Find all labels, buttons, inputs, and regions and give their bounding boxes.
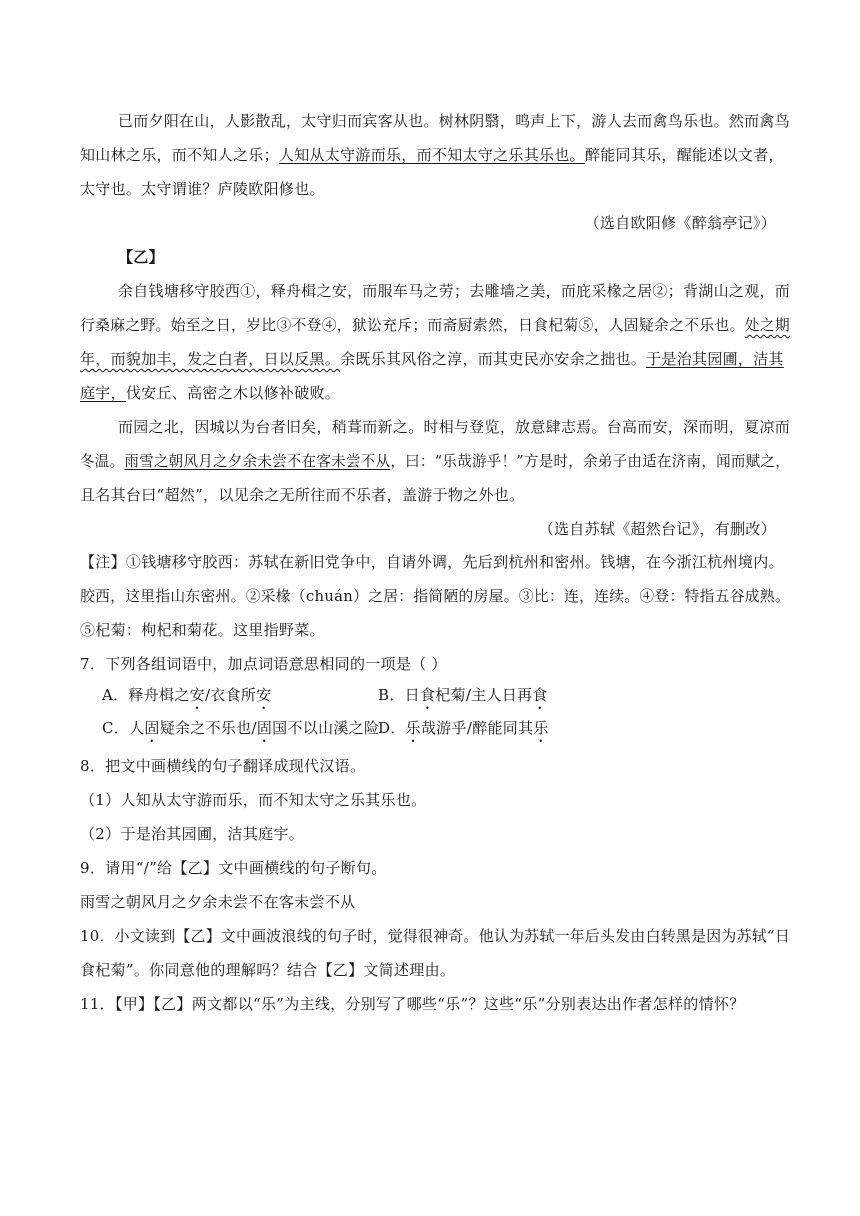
q7-a-text-2: /衣食所 [204, 686, 257, 704]
q7-c-dotted-2: 固 [256, 719, 273, 737]
jia-source: （选自欧阳修《醉翁亭记》） [584, 214, 776, 232]
jia-line-2 [80, 145, 784, 165]
q7-b-text: B．日 [378, 686, 420, 704]
q8-stem: 8．把文中画横线的句子翻译成现代汉语。 [80, 757, 366, 775]
yi-p2-line-3: 且名其台曰“超然”，以见余之无所往而不乐者，盖游于物之外也。 [80, 486, 525, 504]
q7-c-text-2: 疑余之不乐也/ [159, 719, 257, 737]
q7-a-dotted-2: 安 [256, 686, 272, 704]
yi-underlined-sentence-part-1: 于是治其园圃，洁其 [646, 350, 784, 368]
note-line-1: 【注】①钱塘移守胶西：苏轼在新旧党争中，自请外调，先后到杭州和密州。钱塘，在今浙江杭州境内。 [80, 553, 784, 571]
q7-option-b [378, 685, 548, 713]
q7-c-text-3: 国不以山溪之险 [272, 719, 380, 737]
q9-stem: 9．请用“/”给【乙】文中画横线的句子断句。 [80, 859, 387, 877]
yi-underlined-sentence-2: 雨雪之朝风月之夕余未尝不在客未尝不从 [124, 452, 391, 470]
q11-line-1: 11．【甲】【乙】两文都以“乐”为主线，分别写了哪些“乐”？这些“乐”分别表达出作者怎样的情怀？ [80, 995, 745, 1013]
yi-p1-line-2 [80, 315, 790, 335]
jia-line-2-text: 知山林之乐，而不知人之乐； [80, 146, 279, 164]
yi-underlined-sentence-part-2: 庭宇， [80, 384, 126, 402]
jia-underlined-sentence: 人知从太守游而乐，而不知太守之乐其乐也。 [278, 146, 585, 164]
yi-p1-line-3-text: 余既乐其风俗之淳，而其吏民亦安余之拙也。 [340, 350, 647, 368]
yi-wavy-sentence-part-1: 处之期 [744, 316, 790, 334]
yi-wavy-sentence-part-2: 年，而貌加丰，发之白者，日以反黑。 [80, 350, 341, 368]
q7-d-text-2: 哉游乎/醉能同其 [420, 719, 534, 737]
q7-stem: 7．下列各组词语中，加点词语意思相同的一项是（ ） [80, 655, 447, 673]
yi-source: （选自苏轼《超然台记》，有删改） [538, 520, 776, 538]
yi-p2-line-1: 而园之北，因城以为台者旧矣，稍葺而新之。时相与登览，放意肆志焉。台高而安，深而明，夏凉而 [118, 418, 791, 436]
q7-b-dotted-2: 食 [532, 686, 548, 704]
q10-line-1: 10．小文读到【乙】文中画波浪线的句子时，觉得很神奇。他认为苏轼一年后头发由白转黑是因为苏轼“日 [80, 927, 791, 945]
yi-p1-line-4-text: 伐安丘、高密之木以修补破败。 [125, 384, 341, 402]
yi-heading: 【乙】 [118, 248, 164, 266]
q7-b-dotted-1: 食 [419, 686, 436, 704]
q10-line-2: 食杞菊”。你同意他的理解吗？结合【乙】文简述理由。 [80, 961, 456, 979]
yi-p2-line-2-rest: ，曰：“乐哉游乎！”方是时，余弟子由适在济南，闻而赋之， [390, 452, 790, 470]
jia-line-1: 已而夕阳在山，人影散乱，太守归而宾客从也。树林阴翳，鸣声上下，游人去而禽鸟乐也。然而禽鸟 [118, 112, 791, 130]
q8-sentence-1: （1）人知从太守游而乐，而不知太守之乐其乐也。 [80, 791, 427, 809]
q7-c-text: C．人 [102, 719, 145, 737]
jia-line-3: 太守也。太守谓谁？庐陵欧阳修也。 [80, 180, 325, 198]
q7-c-dotted-1: 固 [144, 719, 160, 737]
q7-d-dotted-2: 乐 [533, 719, 549, 737]
yi-p1-line-3 [80, 349, 784, 369]
q7-a-dotted-1: 安 [189, 686, 205, 704]
q7-option-a [102, 685, 272, 713]
yi-p2-line-2 [80, 451, 790, 471]
q7-a-text: A．释舟楫之 [102, 686, 190, 704]
q8-sentence-2: （2）于是治其园圃，洁其庭宇。 [80, 825, 305, 843]
jia-line-2-rest: 醉能同其乐，醒能述以文者， [584, 146, 784, 164]
q7-option-c [102, 718, 379, 746]
note-line-2: 胶西，这里指山东密州。②采椽（chuán）之居：指简陋的房屋。③比：连，连续。④登：特指五谷成熟。 [80, 587, 790, 605]
note-line-3: ⑤杞菊：枸杞和菊花。这里指野菜。 [80, 621, 325, 639]
q7-d-text: D． [378, 719, 406, 737]
yi-p2-line-2-start: 冬温。 [80, 452, 125, 470]
yi-p1-line-2-text: 行桑麻之野。始至之日，岁比③不登④，狱讼充斥；而斋厨索然，日食杞菊⑤，人固疑余之不乐也。 [80, 316, 745, 334]
q7-d-dotted-1: 乐 [405, 719, 421, 737]
yi-p1-line-1: 余自钱塘移守胶西①，释舟楫之安，而服车马之劳；去雕墙之美，而庇采椽之居②；背湖山之观，而 [118, 282, 791, 300]
q7-option-d [378, 718, 549, 746]
q9-sentence: 雨雪之朝风月之夕余未尝不在客未尝不从 [80, 893, 356, 911]
q7-b-text-2: 杞菊/主人日再 [435, 686, 533, 704]
yi-p1-line-4 [80, 383, 340, 403]
